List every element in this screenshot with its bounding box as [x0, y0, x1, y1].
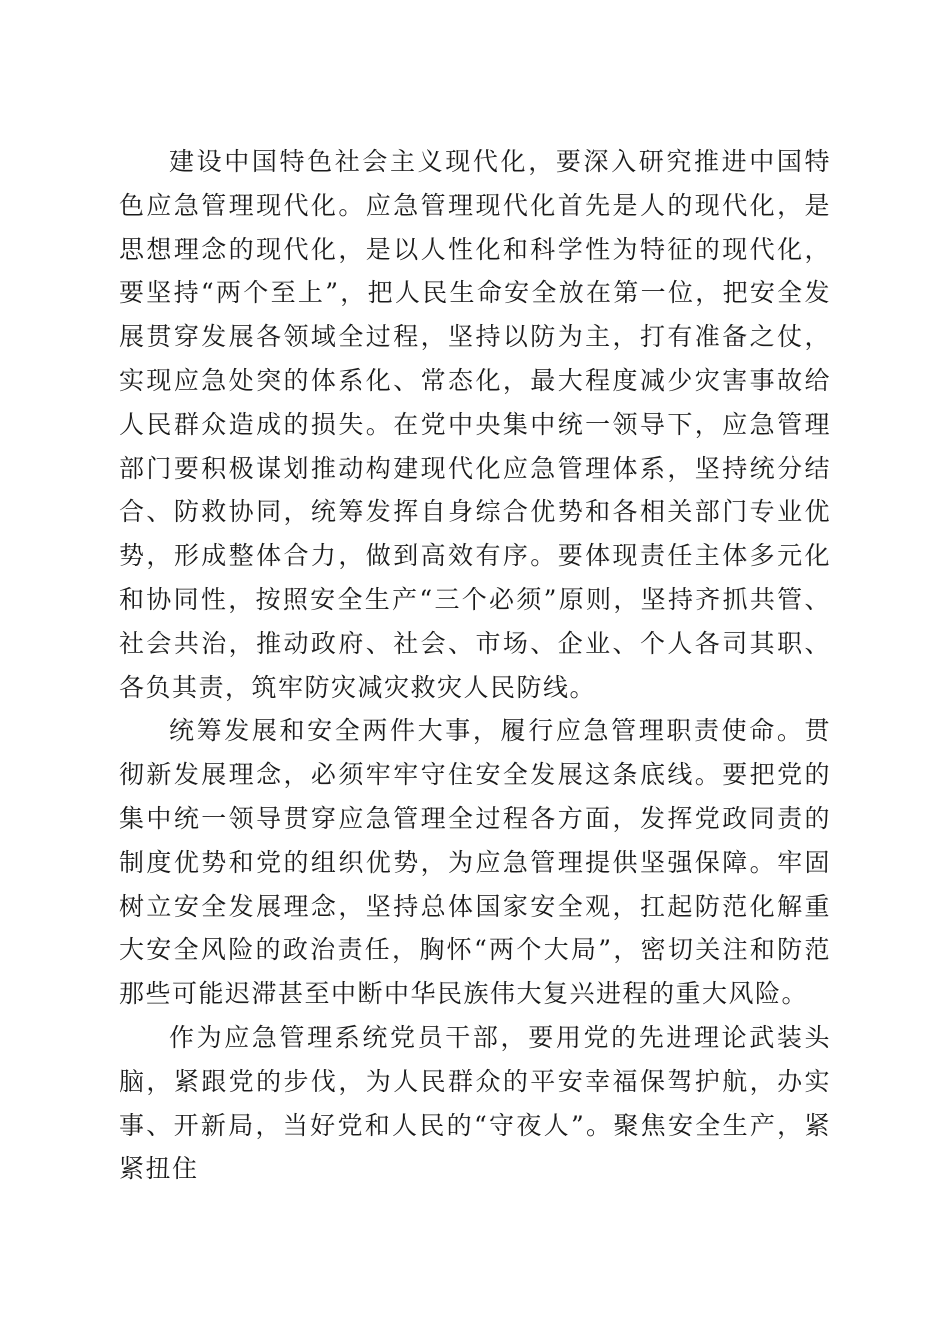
paragraph-1: 建设中国特色社会主义现代化，要深入研究推进中国特色应急管理现代化。应急管理现代化首先是人的现代化，是思想理念的现代化，是以人性化和科学性为特征的现代化，要坚持“两个至上”，把人民生命安全放在第一位，把安全发展贯穿发展各领域全过程，坚持以防为主，打有准备之仗，实现应急处突的体系化、常态化，最大程度减少灾害事故给人民群众造成的损失。在党中央集中统一领导下，应急管理部门要积极谋划推动构建现代化应急管理体系，坚持统分结合、防救协同，统筹发挥自身综合优势和各相关部门专业优势，形成整体合力，做到高效有序。要体现责任主体多元化和协同性，按照安全生产“三个必须”原则，坚持齐抓共管、社会共治，推动政府、社会、市场、企业、个人各司其职、各负其责，筑牢防灾减灾救灾人民防线。: [119, 147, 831, 702]
paragraph-3: 作为应急管理系统党员干部，要用党的先进理论武装头脑，紧跟党的步伐，为人民群众的平安幸福保驾护航，办实事、开新局，当好党和人民的“守夜人”。聚焦安全生产，紧紧扭住: [119, 1022, 831, 1184]
paragraph-2: 统筹发展和安全两件大事，履行应急管理职责使命。贯彻新发展理念，必须牢牢守住安全发展这条底线。要把党的集中统一领导贯穿应急管理全过程各方面，发挥党政同责的制度优势和党的组织优势，为应急管理提供坚强保障。牢固树立安全发展理念，坚持总体国家安全观，扛起防范化解重大安全风险的政治责任，胸怀“两个大局”，密切关注和防范那些可能迟滞甚至中断中华民族伟大复兴进程的重大风险。: [119, 716, 831, 1009]
document-body: [119, 140, 831, 1191]
